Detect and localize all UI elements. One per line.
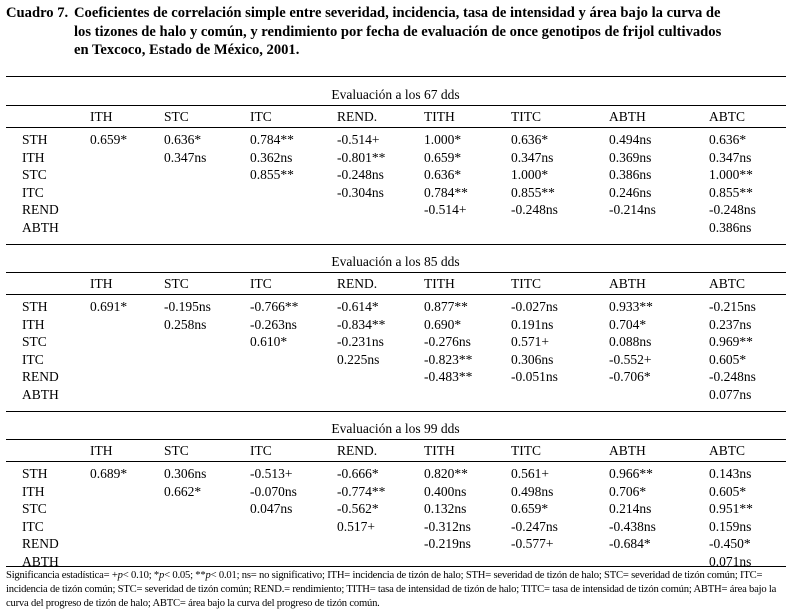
column-header: ITC xyxy=(250,443,272,458)
row-label: STC xyxy=(22,501,47,517)
correlation-cell: 0.132ns xyxy=(424,501,467,517)
correlation-cell: 0.636* xyxy=(424,167,462,183)
table-row xyxy=(0,220,791,238)
table-row xyxy=(0,501,791,519)
table-row xyxy=(0,185,791,203)
correlation-cell: 0.571+ xyxy=(511,334,549,350)
correlation-cell: 1.000* xyxy=(511,167,549,183)
correlation-cell: 0.369ns xyxy=(609,149,652,165)
column-header: TITH xyxy=(424,443,455,458)
correlation-cell: 1.000* xyxy=(424,132,462,147)
section-title: Evaluación a los 99 dds xyxy=(331,421,460,436)
correlation-cell: -0.552+ xyxy=(609,351,652,367)
correlation-cell: -0.766** xyxy=(250,299,299,314)
correlation-cell: 0.386ns xyxy=(609,167,652,183)
correlation-cell: 0.347ns xyxy=(709,149,752,165)
table-row xyxy=(0,466,791,484)
table-row xyxy=(0,132,791,150)
correlation-cell: 0.636* xyxy=(164,132,202,147)
correlation-cell: -0.577+ xyxy=(511,536,554,552)
table-rule xyxy=(6,105,786,106)
column-header: ABTC xyxy=(709,443,746,458)
table-row xyxy=(0,202,791,220)
correlation-cell: -0.706* xyxy=(609,369,651,385)
table-rule xyxy=(6,272,786,273)
table-title xyxy=(74,4,789,60)
table-row xyxy=(0,387,791,405)
footnote-text: < 0.10; * xyxy=(122,570,160,581)
table-title-line: en Texcoco, Estado de México, 2001. xyxy=(74,42,300,58)
row-label: ITC xyxy=(22,351,44,367)
column-header: ABTH xyxy=(609,443,646,458)
correlation-cell: 0.855** xyxy=(511,184,555,200)
column-header: TITC xyxy=(511,109,541,124)
correlation-cell: 0.494ns xyxy=(609,132,652,147)
correlation-cell: -0.562* xyxy=(337,501,379,517)
correlation-cell: 0.877** xyxy=(424,299,468,314)
correlation-cell: 0.306ns xyxy=(164,466,207,481)
column-header: ABTC xyxy=(709,276,746,291)
correlation-cell: 0.077ns xyxy=(709,387,752,402)
table-rule xyxy=(6,461,786,462)
correlation-cell: 0.689* xyxy=(90,466,128,481)
table-title-line: Coeficientes de correlación simple entre severidad, incidencia, tasa de intensidad y área bajo la curva de xyxy=(74,5,721,21)
correlation-cell: 0.855** xyxy=(250,167,294,183)
correlation-cell: -0.801** xyxy=(337,149,386,165)
correlation-cell: -0.276ns xyxy=(424,334,471,350)
correlation-cell: 0.362ns xyxy=(250,149,293,165)
correlation-cell: 0.246ns xyxy=(609,184,652,200)
column-header: ITC xyxy=(250,276,272,291)
column-header: STC xyxy=(164,276,189,291)
row-label: REND xyxy=(22,202,59,218)
correlation-cell: 0.951** xyxy=(709,501,753,517)
correlation-cell: -0.070ns xyxy=(250,483,297,499)
column-header: REND. xyxy=(337,276,378,291)
correlation-cell: -0.263ns xyxy=(250,316,297,332)
correlation-cell: 0.690* xyxy=(424,316,462,332)
row-label: REND xyxy=(22,536,59,552)
correlation-cell: 0.347ns xyxy=(511,149,554,165)
correlation-cell: -0.219ns xyxy=(424,536,471,552)
correlation-cell: -0.312ns xyxy=(424,518,471,534)
column-header: ITH xyxy=(90,443,113,458)
footnote-text: < 0.05; ** xyxy=(164,570,206,581)
table-row xyxy=(0,317,791,335)
section-title: Evaluación a los 67 dds xyxy=(331,87,460,102)
correlation-cell: 0.659* xyxy=(511,501,549,517)
table-row xyxy=(0,334,791,352)
correlation-cell: 0.636* xyxy=(709,132,747,147)
correlation-cell: -0.248ns xyxy=(511,202,558,218)
column-header: ITC xyxy=(250,109,272,124)
table-rule xyxy=(6,127,786,128)
correlation-cell: 0.933** xyxy=(609,299,653,314)
correlation-cell: -0.666* xyxy=(337,466,379,481)
footnote-p: p xyxy=(117,570,123,581)
correlation-cell: 0.517+ xyxy=(337,518,375,534)
column-header: ABTH xyxy=(609,276,646,291)
table-row xyxy=(0,484,791,502)
correlation-cell: -0.248ns xyxy=(709,369,756,385)
correlation-cell: -0.684* xyxy=(609,536,651,552)
footnote-lead: Significancia estadística= + xyxy=(6,570,118,581)
correlation-cell: -0.195ns xyxy=(164,299,211,314)
correlation-cell: -0.513+ xyxy=(250,466,293,481)
correlation-cell: 0.088ns xyxy=(609,334,652,350)
column-header-row xyxy=(0,109,791,127)
section-title: Evaluación a los 85 dds xyxy=(331,254,460,269)
column-header: ABTC xyxy=(709,109,746,124)
correlation-cell: -0.027ns xyxy=(511,299,558,314)
row-label: ABTH xyxy=(22,554,59,569)
table-row xyxy=(0,167,791,185)
correlation-cell: 0.306ns xyxy=(511,351,554,367)
table-rule xyxy=(6,566,786,567)
column-header: STC xyxy=(164,109,189,124)
correlation-cell: 0.659* xyxy=(90,132,128,147)
correlation-cell: 0.659* xyxy=(424,149,462,165)
row-label: ABTH xyxy=(22,220,59,235)
table-rule xyxy=(6,439,786,440)
table-rule xyxy=(6,411,786,412)
table-rule xyxy=(6,76,786,77)
table-row xyxy=(0,352,791,370)
correlation-cell: -0.304ns xyxy=(337,184,384,200)
correlation-cell: 0.498ns xyxy=(511,483,554,499)
correlation-cell: 0.610* xyxy=(250,334,288,350)
correlation-cell: 0.784** xyxy=(424,184,468,200)
correlation-cell: -0.774** xyxy=(337,483,386,499)
table-row xyxy=(0,150,791,168)
column-header: ABTH xyxy=(609,109,646,124)
correlation-cell: 0.662* xyxy=(164,483,202,499)
table-rule xyxy=(6,294,786,295)
column-header-row xyxy=(0,276,791,294)
correlation-cell: 0.071ns xyxy=(709,554,752,569)
correlation-cell: 0.704* xyxy=(609,316,647,332)
correlation-cell: 0.969** xyxy=(709,334,753,350)
correlation-cell: 0.159ns xyxy=(709,518,752,534)
row-label: STH xyxy=(22,132,48,147)
correlation-cell: 0.258ns xyxy=(164,316,207,332)
column-header: REND. xyxy=(337,109,378,124)
correlation-cell: 0.605* xyxy=(709,483,747,499)
column-header: ITH xyxy=(90,276,113,291)
correlation-cell: -0.051ns xyxy=(511,369,558,385)
correlation-cell: -0.483** xyxy=(424,369,473,385)
correlation-cell: 0.820** xyxy=(424,466,468,481)
column-header: TITC xyxy=(511,276,541,291)
correlation-cell: -0.514+ xyxy=(337,132,380,147)
row-label: STH xyxy=(22,466,48,481)
row-label: STC xyxy=(22,334,47,350)
correlation-cell: 0.214ns xyxy=(609,501,652,517)
correlation-cell: 0.784** xyxy=(250,132,294,147)
footnote-text: < 0.01; ns= no significativo; ITH= incidencia de tizón de halo; STH= severidad de tizón de halo; STC= severidad de tizón común; ITC= incidencia de tizón común; STC= severidad de tizón común; REND.= rendimiento; TITH= tasa de intensidad de tizón de halo; TITC= tasa de intensidad de tizón común; ABTH= área bajo la curva del progreso de tizón de halo; ABTC= área bajo la curva del progreso de tizón común. xyxy=(6,570,777,609)
correlation-cell: 0.966** xyxy=(609,466,653,481)
table-row xyxy=(0,519,791,537)
correlation-cell: -0.823** xyxy=(424,351,473,367)
correlation-cell: 0.706* xyxy=(609,483,647,499)
column-header: TITC xyxy=(511,443,541,458)
correlation-cell: 0.143ns xyxy=(709,466,752,481)
correlation-cell: 0.636* xyxy=(511,132,549,147)
correlation-cell: -0.834** xyxy=(337,316,386,332)
column-header: TITH xyxy=(424,276,455,291)
column-header-row xyxy=(0,443,791,461)
row-label: REND xyxy=(22,369,59,385)
column-header: ITH xyxy=(90,109,113,124)
correlation-cell: -0.514+ xyxy=(424,202,467,218)
table-footnote xyxy=(6,569,788,611)
table-rule xyxy=(6,244,786,245)
correlation-cell: 0.047ns xyxy=(250,501,293,517)
correlation-cell: -0.215ns xyxy=(709,299,756,314)
row-label: ITH xyxy=(22,316,45,332)
correlation-cell: 0.400ns xyxy=(424,483,467,499)
correlation-cell: 0.605* xyxy=(709,351,747,367)
row-label: STC xyxy=(22,167,47,183)
correlation-cell: 0.237ns xyxy=(709,316,752,332)
footnote-p: p xyxy=(205,570,211,581)
correlation-cell: 0.561+ xyxy=(511,466,549,481)
row-label: ABTH xyxy=(22,387,59,402)
column-header: STC xyxy=(164,443,189,458)
footnote-p: p xyxy=(159,570,165,581)
correlation-cell: 0.855** xyxy=(709,184,753,200)
correlation-cell: 0.386ns xyxy=(709,220,752,235)
correlation-cell: 0.225ns xyxy=(337,351,380,367)
correlation-cell: 0.191ns xyxy=(511,316,554,332)
table-row xyxy=(0,369,791,387)
correlation-cell: -0.438ns xyxy=(609,518,656,534)
correlation-cell: -0.450* xyxy=(709,536,751,552)
row-label: ITC xyxy=(22,184,44,200)
table-row xyxy=(0,536,791,554)
table-row xyxy=(0,299,791,317)
correlation-cell: -0.248ns xyxy=(337,167,384,183)
correlation-cell: 1.000** xyxy=(709,167,753,183)
correlation-cell: -0.247ns xyxy=(511,518,558,534)
table-title-line: los tizones de halo y común, y rendimiento por fecha de evaluación de once genotipos de frijol cultivados xyxy=(74,23,722,40)
table-number: Cuadro 7. xyxy=(6,5,69,21)
row-label: ITH xyxy=(22,149,45,165)
row-label: STH xyxy=(22,299,48,314)
correlation-cell: -0.614* xyxy=(337,299,379,314)
row-label: ITC xyxy=(22,518,44,534)
correlation-cell: -0.248ns xyxy=(709,202,756,218)
column-header: REND. xyxy=(337,443,378,458)
correlation-cell: 0.691* xyxy=(90,299,128,314)
row-label: ITH xyxy=(22,483,45,499)
column-header: TITH xyxy=(424,109,455,124)
correlation-cell: 0.347ns xyxy=(164,149,207,165)
correlation-cell: -0.214ns xyxy=(609,202,656,218)
correlation-cell: -0.231ns xyxy=(337,334,384,350)
